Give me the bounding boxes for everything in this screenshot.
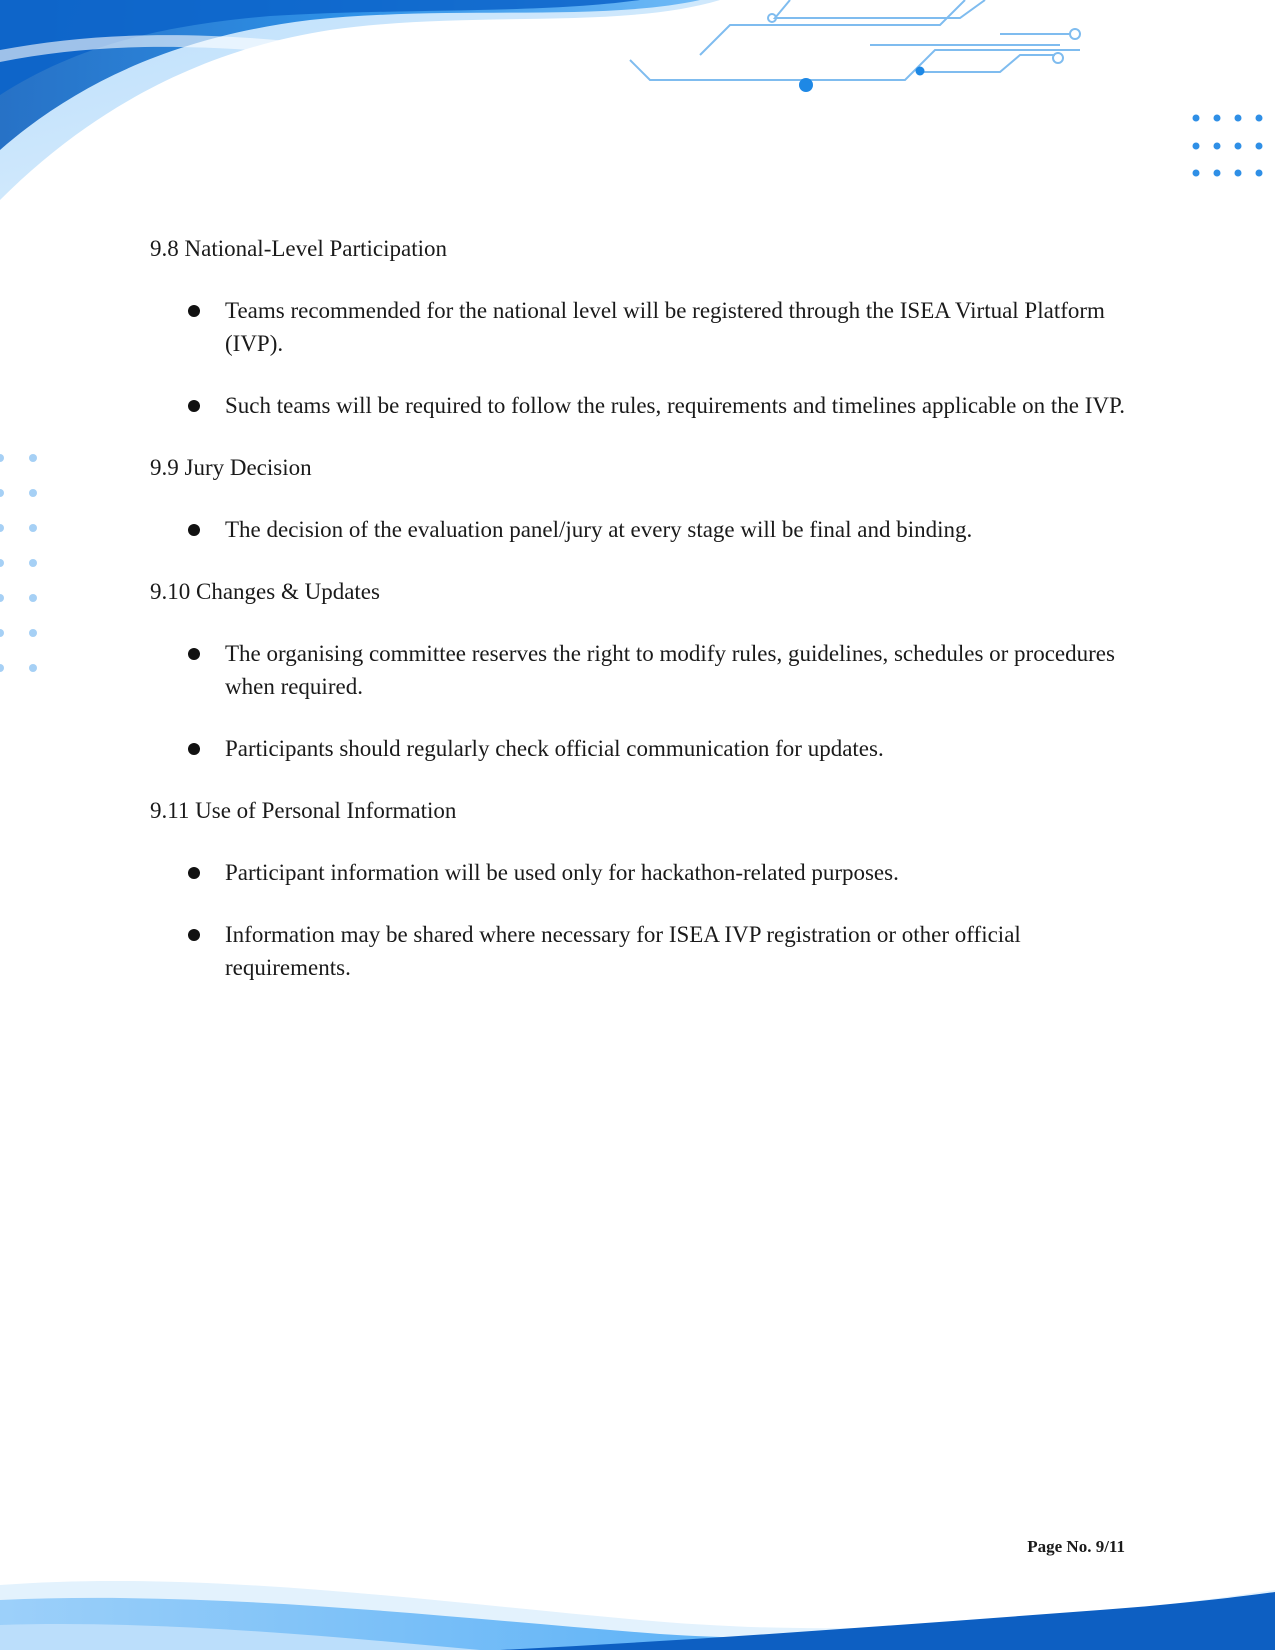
list-item [150,513,1125,546]
circuit-graphic [630,0,1080,80]
bullet-icon [188,524,200,536]
section-jury-decision [150,451,1125,546]
list-item [150,389,1125,422]
document-body [150,232,1125,1013]
list-item-text: Participants should regularly check official communication for updates. [225,736,884,761]
bullet-icon [188,867,200,879]
bullet-icon [188,305,200,317]
list-item [150,732,1125,765]
list-item-text: Such teams will be required to follow the rules, requirements and timelines applicable on the IVP. [225,393,1125,418]
bullet-list [150,294,1125,422]
bullet-icon [188,743,200,755]
bullet-list [150,513,1125,546]
bullet-icon [188,400,200,412]
section-changes-updates [150,575,1125,765]
list-item-text: Participant information will be used only for hackathon-related purposes. [225,860,899,885]
bullet-icon [188,929,200,941]
circuit-node [916,67,925,76]
list-item-text: Information may be shared where necessary for ISEA IVP registration or other official requirements. [225,922,1021,980]
list-item [150,294,1125,360]
section-heading: 9.9 Jury Decision [150,455,312,480]
dot-grid-top-right [1193,115,1263,177]
circuit-node [799,78,813,92]
section-heading: 9.10 Changes & Updates [150,579,380,604]
top-wave-graphic [0,0,740,200]
list-item [150,637,1125,703]
section-heading: 9.11 Use of Personal Information [150,798,457,823]
bottom-wave-graphic [0,1581,1275,1650]
list-item [150,856,1125,889]
list-item-text: Teams recommended for the national level will be registered through the ISEA Virtual Platform (IVP). [225,298,1105,356]
list-item [150,918,1125,984]
bullet-list [150,856,1125,984]
page-number: Page No. 9/11 [1027,1537,1125,1556]
section-national-level-participation [150,232,1125,422]
bullet-list [150,637,1125,765]
bullet-icon [188,648,200,660]
section-personal-information [150,794,1125,984]
list-item-text: The decision of the evaluation panel/jury at every stage will be final and binding. [225,517,973,542]
list-item-text: The organising committee reserves the right to modify rules, guidelines, schedules or procedures when required. [225,641,1115,699]
section-heading: 9.8 National-Level Participation [150,236,447,261]
dot-grid-left [0,454,37,672]
